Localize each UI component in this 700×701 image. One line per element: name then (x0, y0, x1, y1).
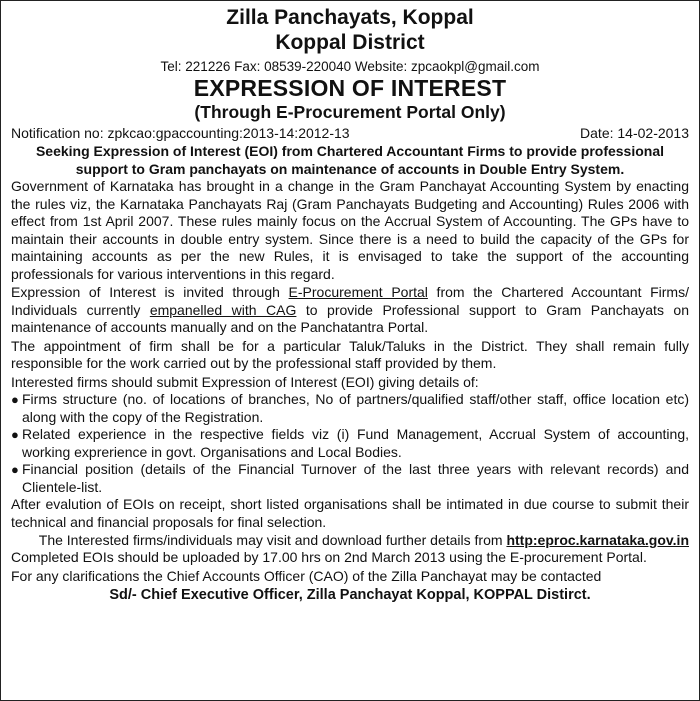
notice-content (11, 5, 689, 605)
invitation-text-b: from the Chartered Accountant Firms/ Individuals currently (11, 284, 689, 318)
empanelled-cag-text: empanelled with CAG (149, 301, 297, 318)
list-item (11, 461, 689, 496)
visit-text: The Interested firms/individuals may visit and download further details from (38, 532, 507, 548)
paragraph-clarification: For any clarifications the Chief Accounts Officer (CAO) of the Zilla Panchayat may be contacted (11, 567, 602, 584)
list-item (11, 426, 689, 461)
seeking-heading: Seeking Expression of Interest (EOI) from Chartered Accountant Firms to provide professional support to Gram panchayats on maintenance of accounts in Double Entry System. (35, 143, 665, 177)
list-item-text: Firms structure (no. of locations of branches, No of partners/qualified staff/other staff, office location etc) along with the copy of the Registration. (22, 391, 689, 425)
list-item-text: Related experience in the respective fields viz (i) Fund Management, Accrual System of accounting, working exprerience in govt. Organisations and Local Bodies. (22, 426, 689, 460)
bullet-icon: ● (11, 427, 19, 442)
paragraph-deadline: Completed EOIs should be uploaded by 17.00 hrs on 2nd March 2013 using the E-procurement Portal. (11, 549, 647, 565)
office-name: Zilla Panchayats, Koppal (226, 6, 474, 29)
notification-row (11, 124, 689, 142)
list-item (11, 391, 689, 426)
bullet-icon: ● (11, 392, 19, 407)
contact-line: Tel: 221226 Fax: 08539-220040 Website: zpcaokpl@gmail.com (160, 59, 540, 74)
paragraph-invitation (11, 284, 689, 337)
paragraph-appointment: The appointment of firm shall be for a particular Taluk/Taluks in the District. They shall remain fully responsible for the work carried out by the professional staff provided by them. (11, 337, 689, 371)
paragraph-evaluation: After evalution of EOIs on receipt, short listed organisations shall be intimated in due course to submit their technical and financial proposals for final selection. (11, 496, 689, 530)
eproc-url-link[interactable]: http:eproc.karnataka.gov.in (506, 532, 689, 548)
bullet-icon: ● (11, 462, 19, 477)
notification-number: Notification no: zpkcao:gpaccounting:2013-14:2012-13 (11, 125, 350, 141)
invitation-text-a: Expression of Interest is invited through (11, 284, 289, 300)
notification-date: Date: 14-02-2013 (580, 125, 689, 141)
visit-line (11, 531, 689, 549)
eprocurement-portal-link[interactable]: E-Procurement Portal (288, 284, 428, 300)
paragraph-details-intro: Interested firms should submit Expression of Interest (EOI) giving details of: (11, 373, 479, 390)
list-item-text: Financial position (details of the Financial Turnover of the last three years with relevant records) and Clientele-list. (22, 461, 689, 495)
signature-line: Sd/- Chief Executive Officer, Zilla Panchayat Koppal, KOPPAL Distirct. (109, 587, 591, 603)
district-name: Koppal District (275, 31, 425, 54)
paragraph-background: Government of Karnataka has brought in a change in the Gram Panchayat Accounting System by enacting the rules viz, the Karnataka Panchayats Raj (Gram Panchayats Budgeting and Accounting) Rules 2006 with effect from 1st April 2007. These rules mainly focus on the Accrual System of Accounting. The GPs have to maintain their accounts in double entry system. Since there is a need to build the capacity of the GPs for maintaining accounts as per the new Rules, it is envisaged to take the support of the accounting professionals for various interventions in this regard. (11, 178, 689, 282)
notice-title: EXPRESSION OF INTEREST (193, 75, 507, 101)
invitation-text-c: to provide Professional support to Gram Panchayats on maintenance of accounts manually and on the Panchatantra Portal. (11, 301, 689, 335)
notice-subtitle: (Through E-Procurement Portal Only) (194, 102, 506, 122)
